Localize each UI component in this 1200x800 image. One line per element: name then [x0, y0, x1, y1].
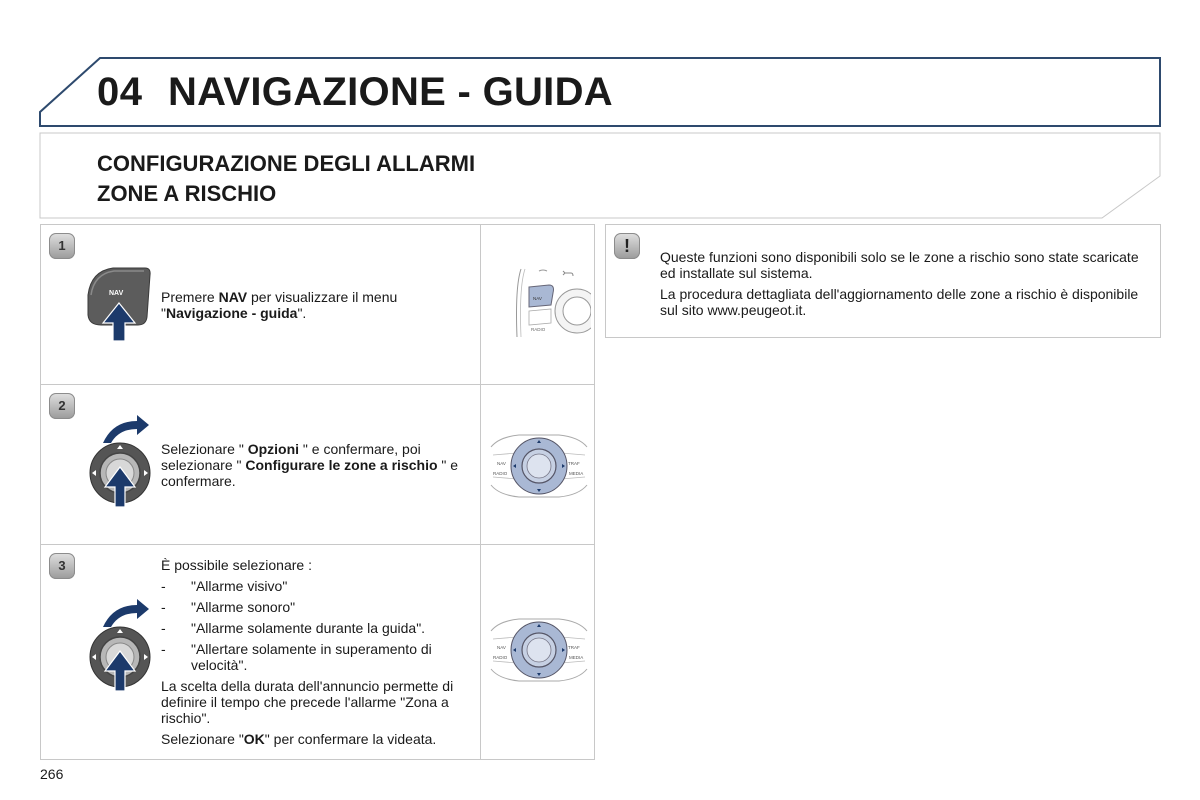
step-1 — [41, 225, 594, 385]
panel-traf-label: TRAF — [568, 461, 580, 466]
warning-panel — [605, 224, 1161, 338]
step-2 — [41, 385, 594, 545]
step-number-badge: 1 — [49, 233, 75, 259]
step-number-badge: 3 — [49, 553, 75, 579]
list-item: - "Allarme sonoro" — [161, 599, 476, 615]
alarm-options-list — [161, 578, 476, 673]
list-item: - "Allarme visivo" — [161, 578, 476, 594]
step-3 — [41, 545, 594, 759]
step-divider — [480, 225, 481, 384]
panel-nav-label: NAV — [497, 645, 506, 650]
chapter-number: 04 — [97, 70, 143, 114]
panel-radio-label: RADIO — [493, 471, 508, 476]
panel-radio-label: RADIO — [531, 327, 546, 332]
step-3-intro: È possibile selezionare : — [161, 557, 312, 573]
panel-nav-label: NAV — [497, 461, 506, 466]
chapter-title: NAVIGAZIONE - GUIDA — [168, 70, 613, 114]
warning-text — [660, 249, 1150, 318]
panel-nav-label: NAV — [533, 296, 542, 301]
section-title-line2: ZONE A RISCHIO — [97, 181, 277, 206]
warning-line-2: La procedura dettagliata dell'aggiornamento delle zone a rischio è disponibile sul sito www.peugeot.it. — [660, 286, 1139, 318]
rotate-knob-press-icon — [85, 415, 157, 515]
rotate-knob-press-icon — [85, 599, 157, 699]
nav-icon-label: NAV — [109, 290, 124, 297]
panel-media-label: MEDIA — [569, 655, 584, 660]
step-1-instruction: Premere NAV per visualizzare il menu "Navigazione - guida". — [161, 289, 398, 321]
panel-media-label: MEDIA — [569, 471, 584, 476]
nav-button-press-icon — [83, 265, 153, 345]
step-3-paragraph: La scelta della durata dell'annuncio permette di definire il tempo che precede l'allarme "Zona a rischio". — [161, 678, 454, 726]
step-3-final: Selezionare "OK" per confermare la videata. — [161, 731, 437, 747]
step-number-badge: 2 — [49, 393, 75, 419]
panel-traf-label: TRAF — [568, 645, 580, 650]
list-item: - "Allarme solamente durante la guida". — [161, 620, 476, 636]
list-item: - "Allertare solamente in superamento di velocità". — [161, 641, 476, 673]
step-divider — [480, 385, 481, 544]
section-title — [97, 149, 475, 209]
control-panel-nav-icon — [511, 267, 591, 341]
warning-line-1: Queste funzioni sono disponibili solo se le zone a rischio sono state scaricate ed installate sul sistema. — [660, 249, 1139, 281]
step-divider — [480, 545, 481, 759]
section-title-line1: CONFIGURAZIONE DEGLI ALLARMI — [97, 151, 476, 176]
step-3-instruction — [161, 557, 476, 747]
step-2-instruction: Selezionare " Opzioni " e confermare, poi selezionare " Configurare le zone a rischio " e confermare. — [161, 441, 459, 489]
page-number: 266 — [40, 766, 64, 782]
steps-panel — [40, 224, 595, 760]
control-panel-joystick-icon — [489, 429, 589, 503]
panel-radio-label: RADIO — [493, 655, 508, 660]
control-panel-joystick-icon — [489, 613, 589, 687]
warning-icon: ! — [614, 233, 640, 259]
